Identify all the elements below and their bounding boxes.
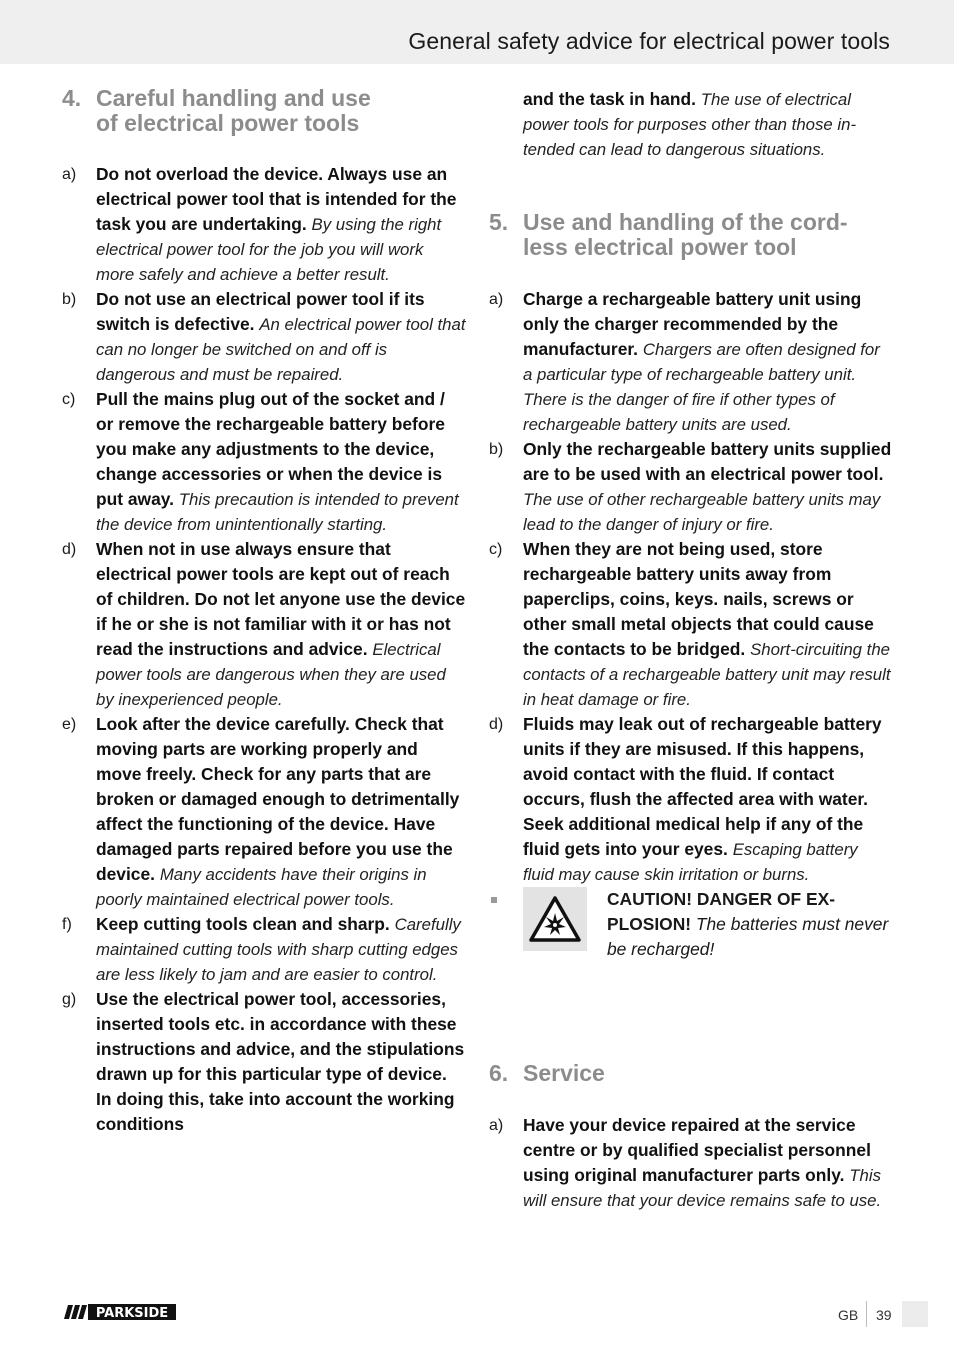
caution-bold-text: CAUTION! DANGER OF EXPLOSION! xyxy=(607,889,836,934)
item-italic-text: An electrical power tool that can no longer be switched on and off is dangerous and must be repaired. xyxy=(96,315,466,384)
item-italic-text: Many accidents have their origins in poorly maintained electrical power tools. xyxy=(96,865,427,909)
parkside-logo-text: PARKSIDE xyxy=(95,1306,169,1321)
item-label: d) xyxy=(62,541,77,558)
item-italic-text: Chargers are often designed for a particular type of rechargeable battery unit. There is the danger of fire if other types of rechargeable battery units are used. xyxy=(523,340,880,434)
item-bold-text: Do not overload the device. Always use an electrical power tool that is intended for the task you are undertaking. xyxy=(96,164,457,234)
section-6-list xyxy=(489,1113,893,1213)
item-bold-text: Look after the device carefully. Check that moving parts are working properly and move freely. Check for any parts that are broken or damaged enough to detrimentally affect the functioning of the device. Have damaged parts repaired before you use the device. xyxy=(96,714,460,884)
list-item xyxy=(489,437,893,537)
list-item xyxy=(62,537,466,712)
list-item xyxy=(62,912,466,987)
item-bold-text: Pull the mains plug out of the socket and / or remove the rechargeable battery before you make any adjustments to the device, change accessories or when the device is put away. xyxy=(96,389,445,509)
item-bold-text: Only the rechargeable battery units supplied are to be used with an electrical power tool. xyxy=(523,439,892,484)
caution-italic-text: The batteries must never be recharged! xyxy=(607,914,889,959)
item-bold-text: Fluids may leak out of rechargeable battery units if they are misused. If this happens, avoid contact with the fluid. If contact occurs, flush the affected area with water. Seek additional medical help if any of the fluid gets into your eyes. xyxy=(523,714,882,859)
item-italic-text: Electrical power tools are dangerous when they are used by inexperienced people. xyxy=(96,640,446,709)
square-bullet-icon xyxy=(491,897,497,903)
section-4-number: 4. xyxy=(62,85,82,111)
list-item xyxy=(62,387,466,537)
item-bold-text: Have your device repaired at the service centre or by qualified specialist personnel using original manufacturer parts only. xyxy=(523,1115,871,1185)
parkside-logo xyxy=(64,1303,176,1321)
item-bold-text: Keep cutting tools clean and sharp. xyxy=(96,914,395,934)
list-item xyxy=(62,287,466,387)
item-italic-text: Escaping battery fluid may cause skin irritation or burns. xyxy=(523,840,858,884)
item-label: c) xyxy=(62,391,76,408)
footer-divider xyxy=(866,1301,867,1327)
item-italic-text: By using the right electrical power tool for the job you will work more safely and achieve a better result. xyxy=(96,215,442,284)
section-6-heading xyxy=(489,1061,893,1086)
footer-gray-box xyxy=(902,1301,928,1327)
item-label: d) xyxy=(489,716,504,733)
section-4-heading xyxy=(62,86,466,136)
list-item xyxy=(489,712,893,887)
section-6-number: 6. xyxy=(489,1060,509,1086)
list-item xyxy=(489,287,893,437)
item-label: a) xyxy=(62,166,77,183)
item-italic-text: Short-circuiting the contacts of a rechargeable battery unit may result in heat damage or fire. xyxy=(523,640,891,709)
list-item xyxy=(62,162,466,287)
continuation-bold-text: and the task in hand. xyxy=(523,89,701,109)
item-italic-text: Carefully maintained cutting tools with sharp cutting edges are less likely to jam and are easier to control. xyxy=(96,915,461,984)
section-4-title-line1: Careful handling and use xyxy=(96,85,371,111)
item-italic-text: The use of other rechargeable battery units may lead to the danger of injury or fire. xyxy=(523,490,881,534)
list-item-continuation xyxy=(489,87,893,162)
item-label: b) xyxy=(489,441,504,458)
warning-triangle-icon xyxy=(529,896,581,942)
item-bold-text: When they are not being used, store rechargeable battery units away from paperclips, coins, keys. nails, screws or other small metal objects that could cause the contacts to be bridged. xyxy=(523,539,874,659)
item-label: c) xyxy=(489,541,503,558)
item-bold-text: Use the electrical power tool, accessories, inserted tools etc. in accordance with these instructions and advice, and the stipulations drawn up for this particular type of device. In doing this, take into account the working conditions xyxy=(96,989,465,1134)
item-italic-text: This precaution is intended to prevent the device from unintentionally starting. xyxy=(96,490,459,534)
section-5-title-line1: Use and handling of the cord- xyxy=(523,209,848,235)
page-header-title: General safety advice for electrical power tools xyxy=(408,28,890,54)
section-4-title-line2: of electrical power tools xyxy=(96,110,360,136)
section-5-list xyxy=(489,287,893,962)
continuation-italic-text: The use of electrical power tools for purposes other than those intended can lead to dangerous situations. xyxy=(523,90,857,159)
header-band xyxy=(0,0,954,64)
item-label: g) xyxy=(62,991,77,1008)
list-item xyxy=(489,537,893,712)
section-4-continuation xyxy=(489,87,893,162)
footer-language-code: GB xyxy=(838,1307,859,1323)
caution-note xyxy=(489,887,893,962)
section-5-heading xyxy=(489,210,893,260)
caution-text xyxy=(607,887,897,962)
item-label: b) xyxy=(62,291,77,308)
explosion-warning-icon xyxy=(523,887,587,951)
section-4-list xyxy=(62,162,466,1137)
item-bold-text: Do not use an electrical power tool if its switch is defective. xyxy=(96,289,425,334)
item-italic-text: This will ensure that your device remains safe to use. xyxy=(523,1166,882,1210)
list-item xyxy=(62,712,466,912)
section-6-title: Service xyxy=(523,1060,605,1086)
item-bold-text: When not in use always ensure that electrical power tools are kept out of reach of children. Do not let anyone use the device if he or she is not familiar with it or has not read the instructions and advice. xyxy=(96,539,466,659)
list-item xyxy=(489,1113,893,1213)
page-number: 39 xyxy=(876,1307,892,1323)
item-bold-text: Charge a rechargeable battery unit using only the charger recommended by the manufacturer. xyxy=(523,289,862,359)
section-5-title-line2: less electrical power tool xyxy=(523,234,797,260)
section-5-number: 5. xyxy=(489,209,509,235)
item-label: f) xyxy=(62,916,72,933)
item-label: a) xyxy=(489,291,504,308)
list-item xyxy=(62,987,466,1137)
item-label: a) xyxy=(489,1117,504,1134)
item-label: e) xyxy=(62,716,77,733)
